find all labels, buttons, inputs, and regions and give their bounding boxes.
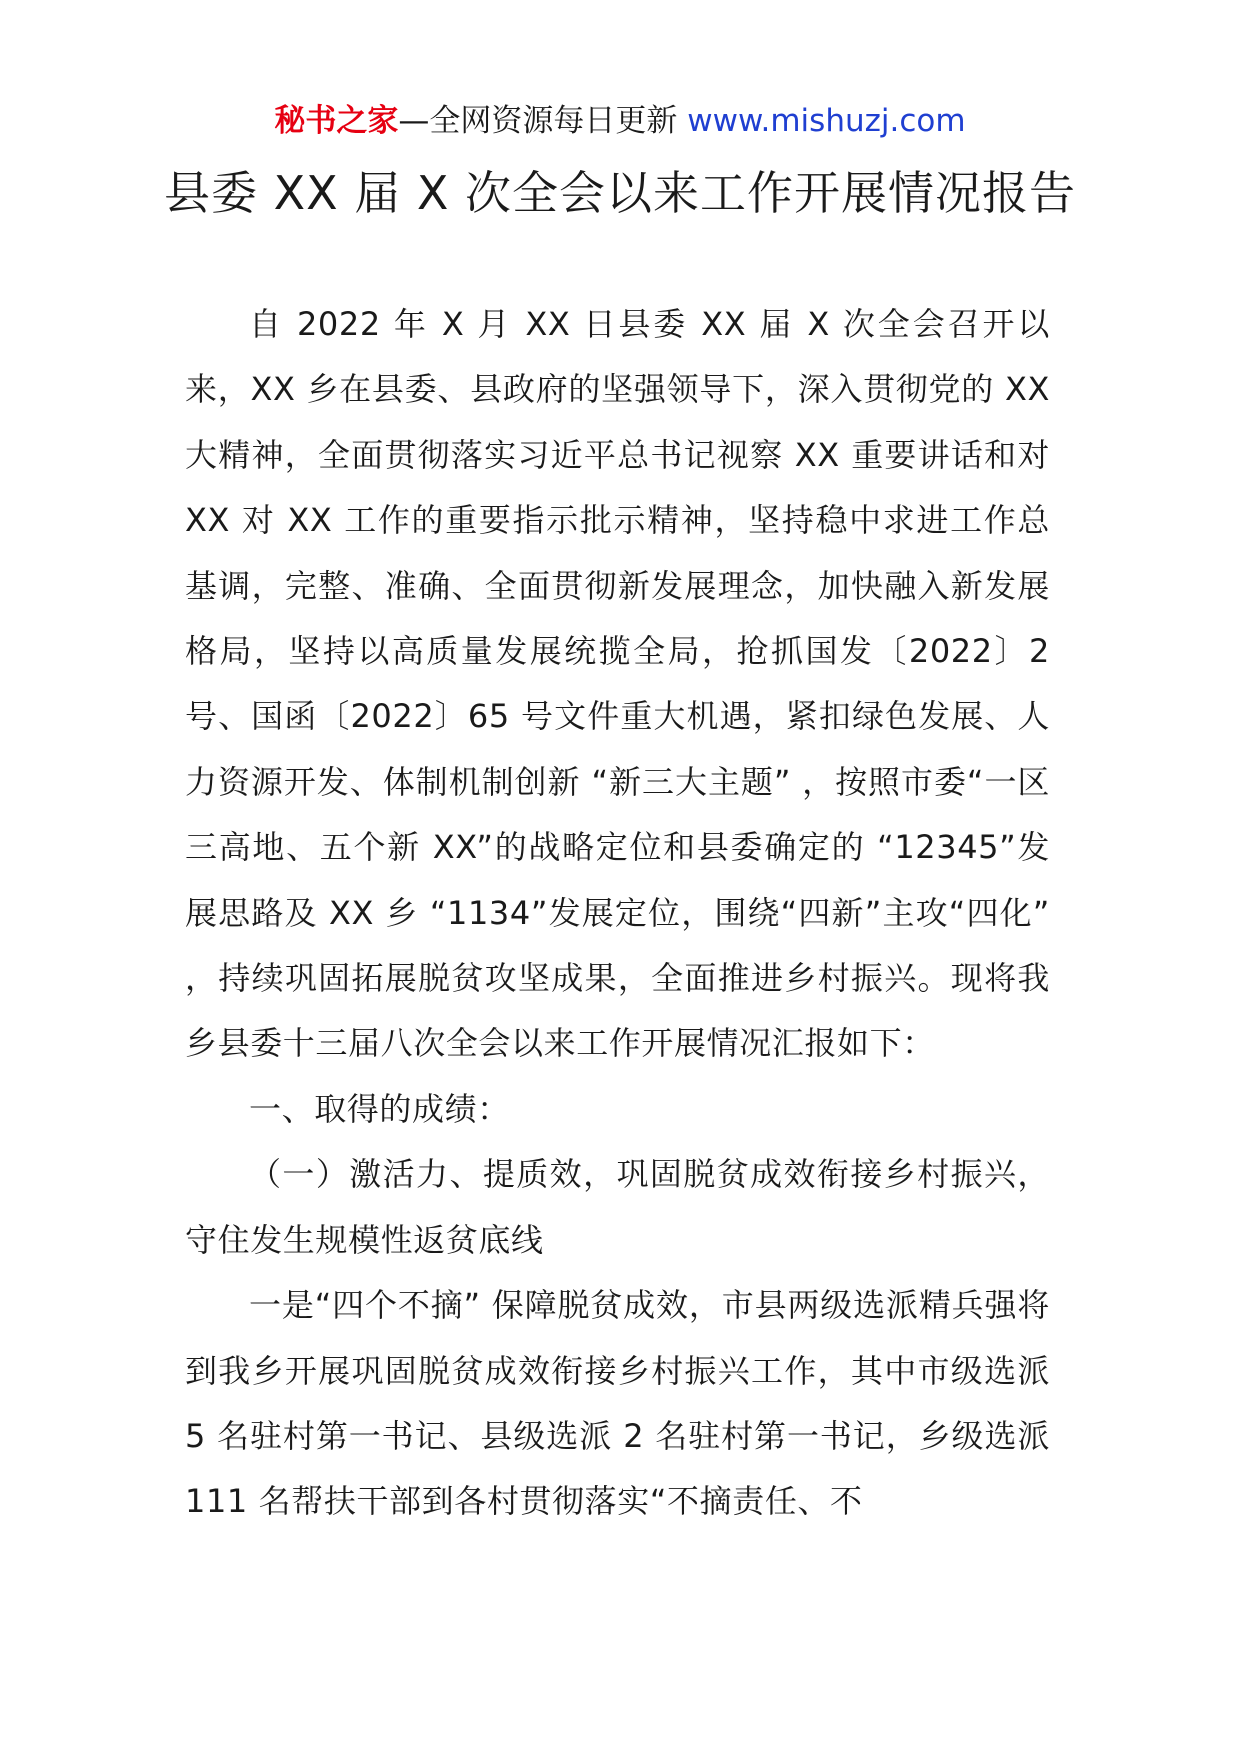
document-title: 县委 XX 届 X 次全会以来工作开展情况报告 bbox=[163, 166, 1077, 220]
body-paragraph: 一是“四个不摘” 保障脱贫成效，市县两级选派精兵强将到我乡开展巩固脱贫成效衔接乡村振兴工作，其中市级选派 5 名驻村第一书记、县级选派 2 名驻村第一书记，乡级选派 111 名帮扶干部到各村贯彻落实“不摘责任、不 bbox=[185, 1286, 1050, 1521]
header-tagline: —全网资源每日更新 bbox=[398, 103, 688, 139]
brand-name: 秘书之家 bbox=[274, 103, 399, 139]
intro-paragraph: 自 2022 年 X 月 XX 日县委 XX 届 X 次全会召开以来，XX 乡在县委、县政府的坚强领导下，深入贯彻党的 XX 大精神，全面贯彻落实习近平总书记视察 XX 重要讲话和对 XX 对 XX 工作的重要指示批示精神，坚持稳中求进工作总基调，完整、准确、全面贯彻新发展理念，加快融入新发展格局，坚持以高质量发展统揽全局，抢抓国发〔2022〕2 号、国函〔2022〕65 号文件重大机遇，紧扣绿色发展、人力资源开发、体制机制创新 “新三大主题” ，按照市委“一区三高地、五个新 XX”的战略定位和县委确定的 “12345”发展思路及 XX 乡 “1134”发展定位，围绕“四新”主攻“四化” ，持续巩固拓展脱贫攻坚成果，全面推进乡村振兴。现将我乡县委十三届八次全会以来工作开展情况汇报如下： bbox=[185, 305, 1050, 1063]
document-body bbox=[185, 292, 1050, 1535]
section-heading: 一、取得的成绩： bbox=[249, 1089, 510, 1128]
subsection-heading: （一）激活力、提质效，巩固脱贫成效衔接乡村振兴，守住发生规模性返贫底线 bbox=[185, 1155, 1050, 1259]
watermark-header bbox=[0, 101, 1240, 141]
site-link[interactable]: www.mishuzj.com bbox=[687, 103, 966, 139]
